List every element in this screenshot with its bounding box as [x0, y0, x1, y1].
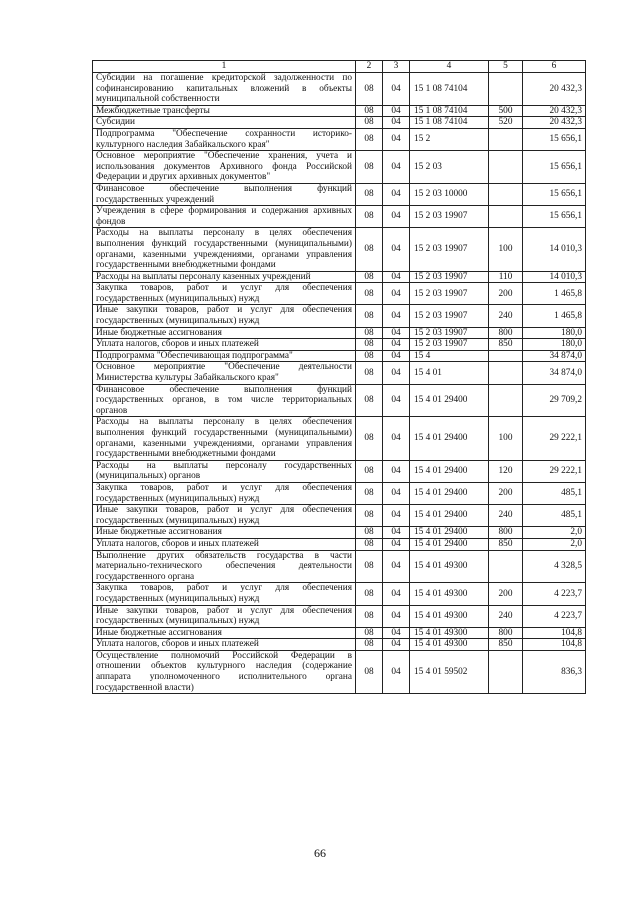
table-header-row [93, 61, 586, 73]
row-name-cell: Осуществление полномочий Российской Федерации в отношении объектов культурного наследия (содержание аппарата уполномоченного исполнительного органа государственной власти) [93, 650, 356, 693]
table-row [93, 550, 586, 583]
row-expense-type-cell: 520 [489, 117, 523, 129]
row-name-cell: Расходы на выплаты персоналу в целях обеспечения выполнения функций государственными (муниципальными) органами, казенными учреждениями, органами управления государственными внебюджетными фондами [93, 417, 356, 460]
row-target-code-cell: 15 4 01 49300 [410, 550, 489, 583]
table-row [93, 605, 586, 627]
row-amount-cell: 485,1 [523, 482, 586, 504]
row-expense-type-cell: 240 [489, 505, 523, 527]
row-section-cell: 08 [356, 350, 383, 362]
row-amount-cell: 15 656,1 [523, 206, 586, 228]
row-target-code-cell: 15 4 01 49300 [410, 639, 489, 651]
row-target-code-cell: 15 2 03 19907 [410, 339, 489, 351]
row-name-cell: Финансовое обеспечение выполнения функций государственных органов, в том числе территориальных органов [93, 384, 356, 417]
row-section-cell: 08 [356, 206, 383, 228]
table-body [93, 73, 586, 694]
row-expense-type-cell [489, 128, 523, 150]
row-target-code-cell: 15 4 01 29400 [410, 538, 489, 550]
row-expense-type-cell [489, 362, 523, 384]
row-amount-cell: 15 656,1 [523, 183, 586, 205]
row-section-cell: 08 [356, 527, 383, 539]
row-target-code-cell: 15 4 01 49300 [410, 627, 489, 639]
row-expense-type-cell [489, 650, 523, 693]
row-section-cell: 08 [356, 583, 383, 605]
row-expense-type-cell [489, 183, 523, 205]
row-expense-type-cell [489, 384, 523, 417]
row-amount-cell: 34 874,0 [523, 362, 586, 384]
row-subsection-cell: 04 [383, 505, 410, 527]
row-amount-cell: 15 656,1 [523, 128, 586, 150]
row-subsection-cell: 04 [383, 639, 410, 651]
row-expense-type-cell [489, 206, 523, 228]
row-section-cell: 08 [356, 305, 383, 327]
row-subsection-cell: 04 [383, 550, 410, 583]
row-target-code-cell: 15 4 01 29400 [410, 505, 489, 527]
row-expense-type-cell: 850 [489, 639, 523, 651]
row-amount-cell: 180,0 [523, 327, 586, 339]
row-expense-type-cell: 240 [489, 605, 523, 627]
row-name-cell: Субсидии на погашение кредиторской задолженности по софинансированию капитальных вложений в объекты муниципальной собственности [93, 73, 356, 106]
row-name-cell: Межбюджетные трансферты [93, 105, 356, 117]
header-col-1: 1 [93, 61, 356, 73]
row-amount-cell: 104,8 [523, 627, 586, 639]
row-name-cell: Закупка товаров, работ и услуг для обеспечения государственных (муниципальных) нужд [93, 283, 356, 305]
budget-table-sheet [92, 60, 585, 694]
row-target-code-cell: 15 4 [410, 350, 489, 362]
table-row [93, 460, 586, 482]
row-name-cell: Расходы на выплаты персоналу в целях обеспечения выполнения функций государственными (муниципальными) органами, казенными учреждениями, органами управления государственными внебюджетными фондами [93, 228, 356, 271]
row-target-code-cell: 15 2 03 19907 [410, 206, 489, 228]
row-section-cell: 08 [356, 417, 383, 460]
row-target-code-cell: 15 2 03 [410, 151, 489, 184]
row-amount-cell: 4 223,7 [523, 605, 586, 627]
table-row [93, 417, 586, 460]
table-row [93, 228, 586, 271]
row-name-cell: Иные закупки товаров, работ и услуг для обеспечения государственных (муниципальных) нужд [93, 305, 356, 327]
row-amount-cell: 34 874,0 [523, 350, 586, 362]
row-target-code-cell: 15 1 08 74104 [410, 117, 489, 129]
row-section-cell: 08 [356, 627, 383, 639]
row-subsection-cell: 04 [383, 283, 410, 305]
row-subsection-cell: 04 [383, 583, 410, 605]
row-section-cell: 08 [356, 339, 383, 351]
row-amount-cell: 20 432,3 [523, 73, 586, 106]
row-target-code-cell: 15 4 01 29400 [410, 384, 489, 417]
row-subsection-cell: 04 [383, 527, 410, 539]
row-subsection-cell: 04 [383, 327, 410, 339]
row-amount-cell: 2,0 [523, 527, 586, 539]
row-name-cell: Финансовое обеспечение выполнения функций государственных учреждений [93, 183, 356, 205]
row-section-cell: 08 [356, 538, 383, 550]
row-target-code-cell: 15 4 01 29400 [410, 417, 489, 460]
row-subsection-cell: 04 [383, 228, 410, 271]
table-row [93, 339, 586, 351]
row-subsection-cell: 04 [383, 128, 410, 150]
row-amount-cell: 485,1 [523, 505, 586, 527]
table-row [93, 73, 586, 106]
row-expense-type-cell: 800 [489, 327, 523, 339]
row-name-cell: Уплата налогов, сборов и иных платежей [93, 339, 356, 351]
row-name-cell: Субсидии [93, 117, 356, 129]
table-row [93, 384, 586, 417]
header-col-4: 4 [410, 61, 489, 73]
row-subsection-cell: 04 [383, 538, 410, 550]
row-expense-type-cell: 800 [489, 627, 523, 639]
header-col-5: 5 [489, 61, 523, 73]
row-subsection-cell: 04 [383, 339, 410, 351]
row-expense-type-cell: 100 [489, 228, 523, 271]
row-target-code-cell: 15 4 01 59502 [410, 650, 489, 693]
row-amount-cell: 14 010,3 [523, 228, 586, 271]
row-expense-type-cell: 110 [489, 271, 523, 283]
row-amount-cell: 2,0 [523, 538, 586, 550]
table-row [93, 639, 586, 651]
row-expense-type-cell: 240 [489, 305, 523, 327]
table-row [93, 327, 586, 339]
row-expense-type-cell: 800 [489, 527, 523, 539]
table-row [93, 350, 586, 362]
table-row [93, 105, 586, 117]
row-subsection-cell: 04 [383, 362, 410, 384]
row-name-cell: Уплата налогов, сборов и иных платежей [93, 538, 356, 550]
budget-table [92, 60, 586, 694]
row-expense-type-cell [489, 350, 523, 362]
row-subsection-cell: 04 [383, 73, 410, 106]
header-col-3: 3 [383, 61, 410, 73]
row-subsection-cell: 04 [383, 627, 410, 639]
row-name-cell: Выполнение других обязательств государства в части материально-технического обеспечения деятельности государственного органа [93, 550, 356, 583]
row-expense-type-cell: 850 [489, 538, 523, 550]
row-subsection-cell: 04 [383, 183, 410, 205]
row-subsection-cell: 04 [383, 206, 410, 228]
row-target-code-cell: 15 4 01 29400 [410, 460, 489, 482]
header-col-6: 6 [523, 61, 586, 73]
row-section-cell: 08 [356, 384, 383, 417]
row-target-code-cell: 15 4 01 29400 [410, 527, 489, 539]
row-subsection-cell: 04 [383, 350, 410, 362]
row-amount-cell: 20 432,3 [523, 117, 586, 129]
row-subsection-cell: 04 [383, 117, 410, 129]
row-expense-type-cell: 200 [489, 583, 523, 605]
row-section-cell: 08 [356, 505, 383, 527]
row-name-cell: Иные закупки товаров, работ и услуг для обеспечения государственных (муниципальных) нужд [93, 605, 356, 627]
row-amount-cell: 4 328,5 [523, 550, 586, 583]
row-expense-type-cell: 200 [489, 283, 523, 305]
row-expense-type-cell: 850 [489, 339, 523, 351]
row-section-cell: 08 [356, 650, 383, 693]
row-subsection-cell: 04 [383, 105, 410, 117]
row-name-cell: Иные закупки товаров, работ и услуг для обеспечения государственных (муниципальных) нужд [93, 505, 356, 527]
table-row [93, 650, 586, 693]
table-row [93, 305, 586, 327]
row-amount-cell: 29 709,2 [523, 384, 586, 417]
row-section-cell: 08 [356, 639, 383, 651]
row-name-cell: Закупка товаров, работ и услуг для обеспечения государственных (муниципальных) нужд [93, 482, 356, 504]
row-expense-type-cell: 120 [489, 460, 523, 482]
row-amount-cell: 20 432,3 [523, 105, 586, 117]
table-row [93, 117, 586, 129]
row-target-code-cell: 15 4 01 49300 [410, 605, 489, 627]
row-section-cell: 08 [356, 550, 383, 583]
row-section-cell: 08 [356, 228, 383, 271]
row-section-cell: 08 [356, 271, 383, 283]
row-subsection-cell: 04 [383, 605, 410, 627]
row-target-code-cell: 15 4 01 49300 [410, 583, 489, 605]
row-section-cell: 08 [356, 362, 383, 384]
row-target-code-cell: 15 4 01 29400 [410, 482, 489, 504]
table-row [93, 527, 586, 539]
row-amount-cell: 15 656,1 [523, 151, 586, 184]
row-name-cell: Уплата налогов, сборов и иных платежей [93, 639, 356, 651]
table-row [93, 583, 586, 605]
row-expense-type-cell [489, 550, 523, 583]
row-amount-cell: 836,3 [523, 650, 586, 693]
row-name-cell: Расходы на выплаты персоналу казенных учреждений [93, 271, 356, 283]
row-name-cell: Иные бюджетные ассигнования [93, 327, 356, 339]
row-target-code-cell: 15 2 03 19907 [410, 271, 489, 283]
row-amount-cell: 29 222,1 [523, 417, 586, 460]
row-section-cell: 08 [356, 605, 383, 627]
row-subsection-cell: 04 [383, 271, 410, 283]
row-amount-cell: 1 465,8 [523, 283, 586, 305]
row-expense-type-cell: 200 [489, 482, 523, 504]
row-expense-type-cell [489, 151, 523, 184]
row-target-code-cell: 15 2 03 19907 [410, 283, 489, 305]
row-section-cell: 08 [356, 73, 383, 106]
row-section-cell: 08 [356, 482, 383, 504]
row-subsection-cell: 04 [383, 384, 410, 417]
row-section-cell: 08 [356, 460, 383, 482]
row-name-cell: Подпрограмма "Обеспечивающая подпрограмма" [93, 350, 356, 362]
row-expense-type-cell [489, 73, 523, 106]
row-target-code-cell: 15 2 03 19907 [410, 305, 489, 327]
row-target-code-cell: 15 1 08 74104 [410, 73, 489, 106]
table-row [93, 362, 586, 384]
row-amount-cell: 29 222,1 [523, 460, 586, 482]
table-row [93, 505, 586, 527]
row-target-code-cell: 15 4 01 [410, 362, 489, 384]
row-amount-cell: 1 465,8 [523, 305, 586, 327]
table-row [93, 271, 586, 283]
row-section-cell: 08 [356, 327, 383, 339]
row-subsection-cell: 04 [383, 460, 410, 482]
row-name-cell: Иные бюджетные ассигнования [93, 527, 356, 539]
row-amount-cell: 14 010,3 [523, 271, 586, 283]
row-section-cell: 08 [356, 283, 383, 305]
row-name-cell: Расходы на выплаты персоналу государственных (муниципальных) органов [93, 460, 356, 482]
table-row [93, 183, 586, 205]
row-name-cell: Подпрограмма "Обеспечение сохранности историко-культурного наследия Забайкальского края" [93, 128, 356, 150]
row-section-cell: 08 [356, 183, 383, 205]
row-subsection-cell: 04 [383, 151, 410, 184]
table-row [93, 482, 586, 504]
row-name-cell: Основное мероприятие "Обеспечение хранения, учета и использования документов Архивного фонда Российской Федерации и других архивных документов" [93, 151, 356, 184]
row-target-code-cell: 15 2 [410, 128, 489, 150]
row-subsection-cell: 04 [383, 417, 410, 460]
table-row [93, 283, 586, 305]
row-name-cell: Основное мероприятие "Обеспечение деятельности Министерства культуры Забайкальского края" [93, 362, 356, 384]
row-subsection-cell: 04 [383, 650, 410, 693]
row-section-cell: 08 [356, 105, 383, 117]
row-name-cell: Учреждения в сфере формирования и содержания архивных фондов [93, 206, 356, 228]
row-name-cell: Иные бюджетные ассигнования [93, 627, 356, 639]
row-target-code-cell: 15 2 03 19907 [410, 228, 489, 271]
row-name-cell: Закупка товаров, работ и услуг для обеспечения государственных (муниципальных) нужд [93, 583, 356, 605]
row-target-code-cell: 15 2 03 10000 [410, 183, 489, 205]
row-target-code-cell: 15 2 03 19907 [410, 327, 489, 339]
row-section-cell: 08 [356, 128, 383, 150]
row-amount-cell: 4 223,7 [523, 583, 586, 605]
table-row [93, 128, 586, 150]
row-subsection-cell: 04 [383, 305, 410, 327]
row-section-cell: 08 [356, 151, 383, 184]
table-row [93, 627, 586, 639]
row-expense-type-cell: 100 [489, 417, 523, 460]
table-row [93, 538, 586, 550]
row-expense-type-cell: 500 [489, 105, 523, 117]
row-amount-cell: 104,8 [523, 639, 586, 651]
row-amount-cell: 180,0 [523, 339, 586, 351]
row-subsection-cell: 04 [383, 482, 410, 504]
table-row [93, 151, 586, 184]
table-row [93, 206, 586, 228]
row-target-code-cell: 15 1 08 74104 [410, 105, 489, 117]
header-col-2: 2 [356, 61, 383, 73]
page-number: 66 [314, 846, 326, 860]
row-section-cell: 08 [356, 117, 383, 129]
